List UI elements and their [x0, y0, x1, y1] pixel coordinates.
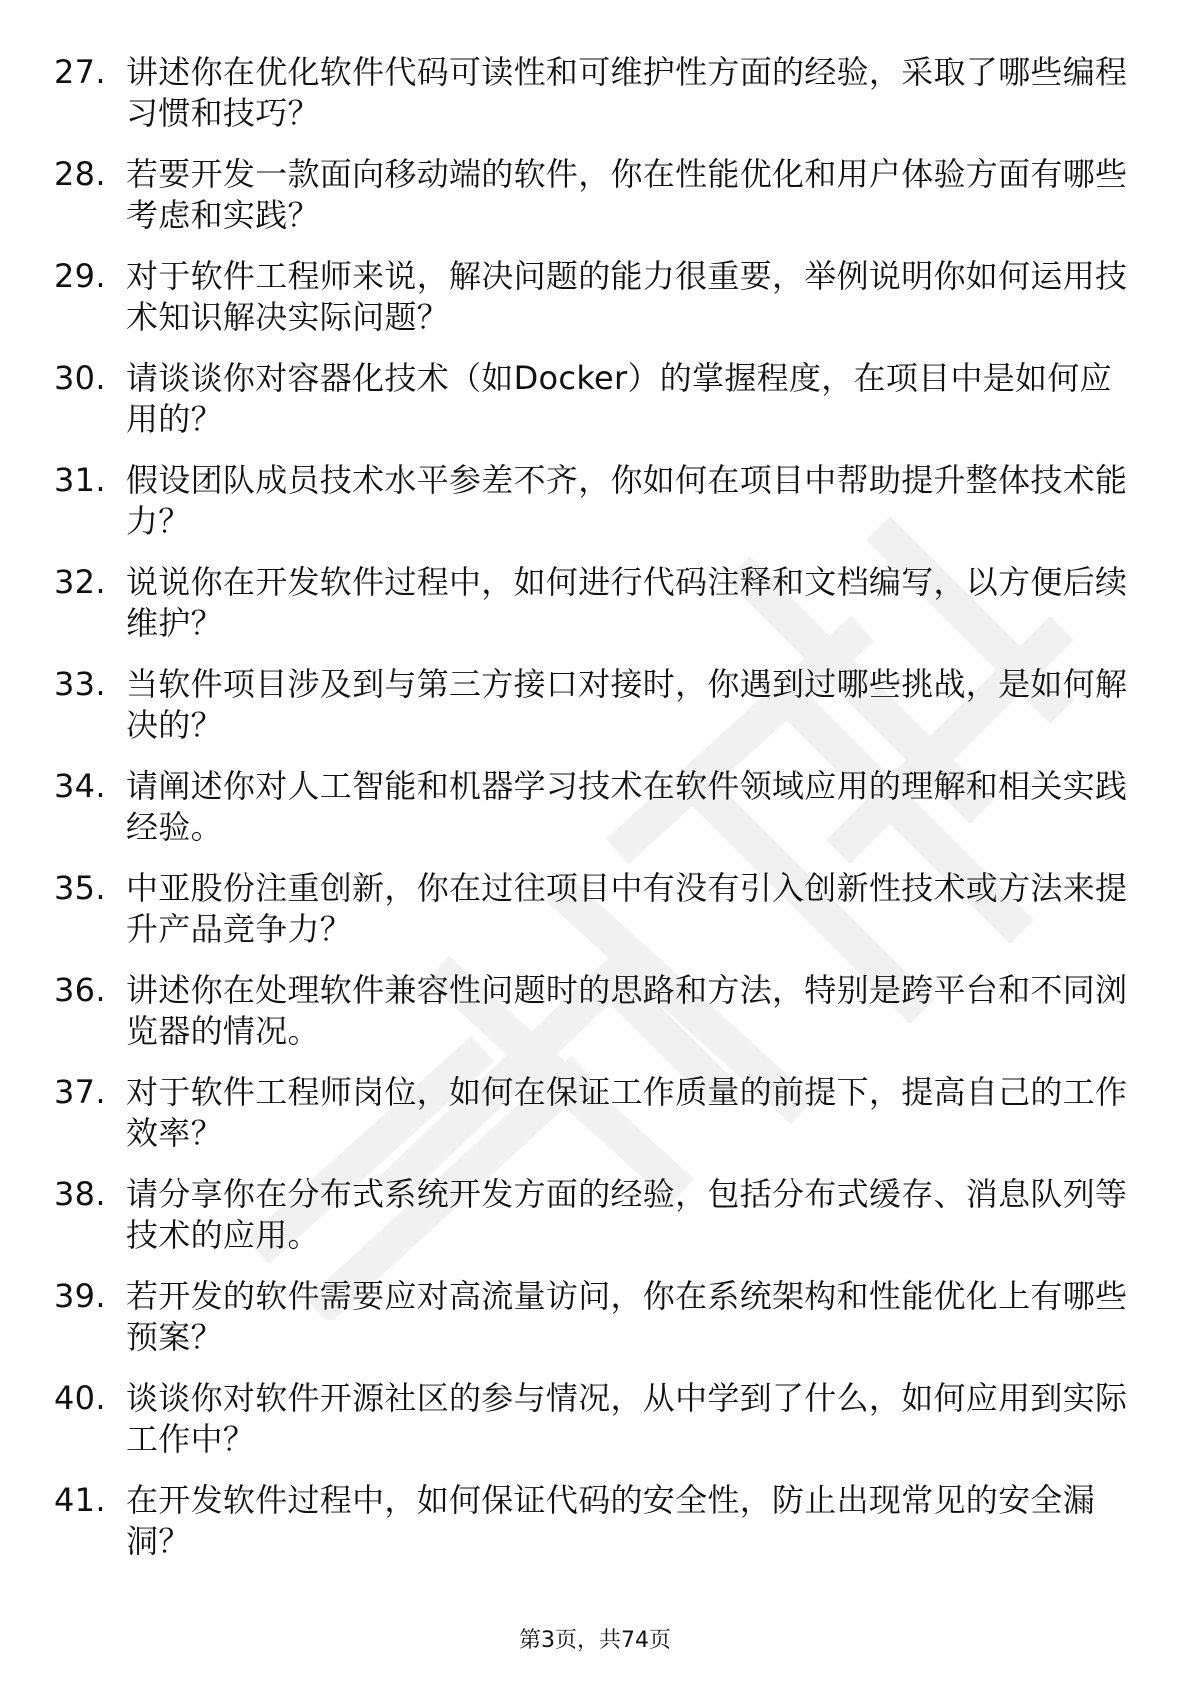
- question-item-36: [54, 970, 1134, 1052]
- page-footer: 第3页，共74页: [519, 1628, 671, 1653]
- question-text: 中亚股份注重创新，你在过往项目中有没有引入创新性技术或方法来提升产品竞争力？: [126, 869, 1128, 948]
- question-text: 若开发的软件需要应对高流量访问，你在系统架构和性能优化上有哪些预案？: [126, 1277, 1128, 1356]
- question-item-32: [54, 562, 1134, 644]
- question-item-35: [54, 868, 1134, 950]
- question-text: 在开发软件过程中，如何保证代码的安全性，防止出现常见的安全漏洞？: [126, 1481, 1096, 1560]
- question-item-29: [54, 256, 1134, 338]
- question-item-40: [54, 1378, 1134, 1460]
- question-number: 40.: [54, 1379, 106, 1417]
- question-item-34: [54, 766, 1134, 848]
- question-number: 41.: [54, 1481, 106, 1519]
- question-text: 若要开发一款面向移动端的软件，你在性能优化和用户体验方面有哪些考虑和实践？: [126, 155, 1128, 234]
- question-number: 39.: [54, 1277, 106, 1315]
- question-text: 假设团队成员技术水平参差不齐，你如何在项目中帮助提升整体技术能力？: [126, 461, 1128, 540]
- question-number: 29.: [54, 257, 106, 295]
- question-text: 说说你在开发软件过程中，如何进行代码注释和文档编写，以方便后续维护？: [126, 563, 1128, 642]
- question-number: 34.: [54, 767, 106, 805]
- question-text: 讲述你在优化软件代码可读性和可维护性方面的经验，采取了哪些编程习惯和技巧？: [126, 53, 1128, 132]
- question-item-38: [54, 1174, 1134, 1256]
- question-text: 讲述你在处理软件兼容性问题时的思路和方法，特别是跨平台和不同浏览器的情况。: [126, 971, 1128, 1050]
- question-item-31: [54, 460, 1134, 542]
- question-text: 请分享你在分布式系统开发方面的经验，包括分布式缓存、消息队列等技术的应用。: [126, 1175, 1128, 1254]
- question-item-39: [54, 1276, 1134, 1358]
- question-number: 31.: [54, 461, 106, 499]
- question-number: 30.: [54, 359, 106, 397]
- question-number: 38.: [54, 1175, 106, 1213]
- question-item-30: [54, 358, 1134, 440]
- question-text: 对于软件工程师来说，解决问题的能力很重要，举例说明你如何运用技术知识解决实际问题？: [126, 257, 1128, 336]
- question-text: 当软件项目涉及到与第三方接口对接时，你遇到过哪些挑战，是如何解决的？: [126, 665, 1128, 744]
- question-number: 37.: [54, 1073, 106, 1111]
- question-number: 32.: [54, 563, 106, 601]
- question-number: 27.: [54, 53, 106, 91]
- question-item-37: [54, 1072, 1134, 1154]
- question-item-27: [54, 52, 1134, 134]
- question-text: 对于软件工程师岗位，如何在保证工作质量的前提下，提高自己的工作效率？: [126, 1073, 1128, 1152]
- question-text: 谈谈你对软件开源社区的参与情况，从中学到了什么，如何应用到实际工作中？: [126, 1379, 1128, 1458]
- question-item-41: [54, 1480, 1134, 1562]
- question-item-28: [54, 154, 1134, 236]
- question-item-33: [54, 664, 1134, 746]
- question-number: 36.: [54, 971, 106, 1009]
- question-text: 请谈谈你对容器化技术（如Docker）的掌握程度，在项目中是如何应用的？: [126, 359, 1112, 438]
- question-number: 33.: [54, 665, 106, 703]
- question-number: 28.: [54, 155, 106, 193]
- question-number: 35.: [54, 869, 106, 907]
- question-text: 请阐述你对人工智能和机器学习技术在软件领域应用的理解和相关实践经验。: [126, 767, 1128, 846]
- question-list: [54, 52, 1134, 1582]
